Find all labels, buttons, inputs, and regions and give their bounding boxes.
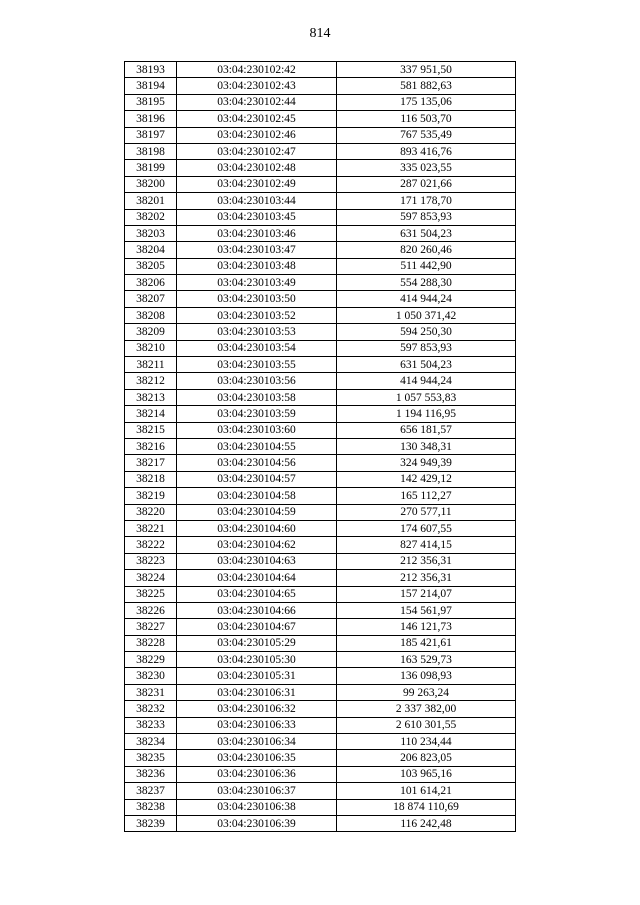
amount-cell: 116 242,48 [337,815,516,831]
cadastral-number-cell: 03:04:230106:31 [177,684,337,700]
cadastral-number-cell: 03:04:230104:60 [177,520,337,536]
cadastral-number-cell: 03:04:230104:65 [177,586,337,602]
table-row [125,340,516,356]
page-number: 814 [309,26,331,41]
table-row [125,766,516,782]
row-number-cell: 38239 [125,815,177,831]
amount-cell: 163 529,73 [337,652,516,668]
row-number-cell: 38221 [125,520,177,536]
cadastral-number-cell: 03:04:230103:44 [177,193,337,209]
table-row [125,291,516,307]
row-number-cell: 38203 [125,225,177,241]
amount-cell: 142 429,12 [337,471,516,487]
row-number-cell: 38223 [125,553,177,569]
cadastral-number-cell: 03:04:230103:45 [177,209,337,225]
amount-cell: 130 348,31 [337,438,516,454]
amount-cell: 581 882,63 [337,78,516,94]
row-number-cell: 38202 [125,209,177,225]
amount-cell: 103 965,16 [337,766,516,782]
row-number-cell: 38232 [125,701,177,717]
table-row [125,570,516,586]
cadastral-number-cell: 03:04:230102:48 [177,160,337,176]
table-row [125,815,516,831]
cadastral-number-cell: 03:04:230103:48 [177,258,337,274]
cadastral-number-cell: 03:04:230104:66 [177,602,337,618]
table-row [125,242,516,258]
amount-cell: 414 944,24 [337,291,516,307]
amount-cell: 1 194 116,95 [337,406,516,422]
row-number-cell: 38199 [125,160,177,176]
cadastral-number-cell: 03:04:230103:54 [177,340,337,356]
row-number-cell: 38200 [125,176,177,192]
row-number-cell: 38206 [125,275,177,291]
table-row [125,799,516,815]
amount-cell: 631 504,23 [337,357,516,373]
table-row [125,520,516,536]
cadastral-number-cell: 03:04:230102:42 [177,62,337,78]
amount-cell: 324 949,39 [337,455,516,471]
table-row [125,668,516,684]
cadastral-number-cell: 03:04:230102:44 [177,94,337,110]
table-row [125,422,516,438]
table-row [125,717,516,733]
table-row [125,488,516,504]
table-row [125,701,516,717]
cadastral-number-cell: 03:04:230104:63 [177,553,337,569]
cadastral-number-cell: 03:04:230106:37 [177,783,337,799]
table-row [125,176,516,192]
amount-cell: 511 442,90 [337,258,516,274]
row-number-cell: 38194 [125,78,177,94]
row-number-cell: 38214 [125,406,177,422]
table-row [125,537,516,553]
row-number-cell: 38216 [125,438,177,454]
row-number-cell: 38225 [125,586,177,602]
row-number-cell: 38196 [125,111,177,127]
row-number-cell: 38217 [125,455,177,471]
cadastral-number-cell: 03:04:230106:34 [177,734,337,750]
table-row [125,619,516,635]
table-row [125,652,516,668]
amount-cell: 893 416,76 [337,143,516,159]
amount-cell: 554 288,30 [337,275,516,291]
amount-cell: 185 421,61 [337,635,516,651]
table-row [125,357,516,373]
amount-cell: 206 823,05 [337,750,516,766]
amount-cell: 631 504,23 [337,225,516,241]
amount-cell: 212 356,31 [337,553,516,569]
amount-cell: 414 944,24 [337,373,516,389]
row-number-cell: 38204 [125,242,177,258]
row-number-cell: 38227 [125,619,177,635]
table-row [125,783,516,799]
table-row [125,324,516,340]
row-number-cell: 38237 [125,783,177,799]
cadastral-number-cell: 03:04:230105:31 [177,668,337,684]
table-row [125,406,516,422]
table-row [125,275,516,291]
amount-cell: 212 356,31 [337,570,516,586]
cadastral-number-cell: 03:04:230105:29 [177,635,337,651]
registry-table-body [125,62,516,832]
amount-cell: 1 050 371,42 [337,307,516,323]
cadastral-number-cell: 03:04:230102:49 [177,176,337,192]
row-number-cell: 38208 [125,307,177,323]
row-number-cell: 38193 [125,62,177,78]
table-row [125,127,516,143]
row-number-cell: 38229 [125,652,177,668]
amount-cell: 136 098,93 [337,668,516,684]
row-number-cell: 38195 [125,94,177,110]
cadastral-number-cell: 03:04:230103:52 [177,307,337,323]
cadastral-number-cell: 03:04:230104:67 [177,619,337,635]
cadastral-number-cell: 03:04:230104:59 [177,504,337,520]
row-number-cell: 38205 [125,258,177,274]
table-row [125,553,516,569]
amount-cell: 18 874 110,69 [337,799,516,815]
amount-cell: 827 414,15 [337,537,516,553]
row-number-cell: 38236 [125,766,177,782]
table-row [125,438,516,454]
table-row [125,455,516,471]
row-number-cell: 38201 [125,193,177,209]
table-row [125,635,516,651]
table-row [125,734,516,750]
table-row [125,258,516,274]
amount-cell: 174 607,55 [337,520,516,536]
cadastral-number-cell: 03:04:230102:47 [177,143,337,159]
table-row [125,373,516,389]
cadastral-number-cell: 03:04:230104:57 [177,471,337,487]
row-number-cell: 38235 [125,750,177,766]
cadastral-number-cell: 03:04:230103:46 [177,225,337,241]
amount-cell: 99 263,24 [337,684,516,700]
table-row [125,307,516,323]
row-number-cell: 38218 [125,471,177,487]
table-row [125,684,516,700]
table-row [125,193,516,209]
table-row [125,111,516,127]
amount-cell: 597 853,93 [337,340,516,356]
amount-cell: 171 178,70 [337,193,516,209]
amount-cell: 101 614,21 [337,783,516,799]
amount-cell: 597 853,93 [337,209,516,225]
amount-cell: 110 234,44 [337,734,516,750]
row-number-cell: 38207 [125,291,177,307]
amount-cell: 2 610 301,55 [337,717,516,733]
cadastral-number-cell: 03:04:230103:60 [177,422,337,438]
cadastral-number-cell: 03:04:230103:59 [177,406,337,422]
row-number-cell: 38198 [125,143,177,159]
table-row [125,586,516,602]
amount-cell: 1 057 553,83 [337,389,516,405]
cadastral-number-cell: 03:04:230103:56 [177,373,337,389]
table-row [125,750,516,766]
cadastral-number-cell: 03:04:230103:53 [177,324,337,340]
row-number-cell: 38219 [125,488,177,504]
row-number-cell: 38222 [125,537,177,553]
row-number-cell: 38209 [125,324,177,340]
amount-cell: 116 503,70 [337,111,516,127]
cadastral-number-cell: 03:04:230102:45 [177,111,337,127]
cadastral-number-cell: 03:04:230103:58 [177,389,337,405]
table-row [125,389,516,405]
cadastral-number-cell: 03:04:230105:30 [177,652,337,668]
cadastral-number-cell: 03:04:230104:56 [177,455,337,471]
row-number-cell: 38233 [125,717,177,733]
cadastral-number-cell: 03:04:230102:46 [177,127,337,143]
table-row [125,225,516,241]
amount-cell: 287 021,66 [337,176,516,192]
amount-cell: 154 561,97 [337,602,516,618]
cadastral-number-cell: 03:04:230106:35 [177,750,337,766]
table-row [125,143,516,159]
amount-cell: 767 535,49 [337,127,516,143]
amount-cell: 335 023,55 [337,160,516,176]
cadastral-number-cell: 03:04:230104:58 [177,488,337,504]
cadastral-number-cell: 03:04:230103:47 [177,242,337,258]
row-number-cell: 38220 [125,504,177,520]
table-row [125,504,516,520]
row-number-cell: 38230 [125,668,177,684]
amount-cell: 175 135,06 [337,94,516,110]
table-row [125,471,516,487]
row-number-cell: 38231 [125,684,177,700]
table-row [125,602,516,618]
cadastral-number-cell: 03:04:230104:55 [177,438,337,454]
cadastral-number-cell: 03:04:230103:49 [177,275,337,291]
amount-cell: 594 250,30 [337,324,516,340]
row-number-cell: 38228 [125,635,177,651]
amount-cell: 270 577,11 [337,504,516,520]
row-number-cell: 38238 [125,799,177,815]
cadastral-number-cell: 03:04:230103:50 [177,291,337,307]
table-row [125,94,516,110]
cadastral-number-cell: 03:04:230102:43 [177,78,337,94]
row-number-cell: 38210 [125,340,177,356]
cadastral-number-cell: 03:04:230104:64 [177,570,337,586]
cadastral-number-cell: 03:04:230106:39 [177,815,337,831]
amount-cell: 157 214,07 [337,586,516,602]
table-row [125,62,516,78]
cadastral-number-cell: 03:04:230106:36 [177,766,337,782]
row-number-cell: 38226 [125,602,177,618]
cadastral-number-cell: 03:04:230103:55 [177,357,337,373]
table-row [125,209,516,225]
row-number-cell: 38215 [125,422,177,438]
row-number-cell: 38234 [125,734,177,750]
registry-table [124,61,516,832]
cadastral-number-cell: 03:04:230106:33 [177,717,337,733]
amount-cell: 2 337 382,00 [337,701,516,717]
row-number-cell: 38211 [125,357,177,373]
amount-cell: 165 112,27 [337,488,516,504]
row-number-cell: 38213 [125,389,177,405]
cadastral-number-cell: 03:04:230106:38 [177,799,337,815]
row-number-cell: 38224 [125,570,177,586]
cadastral-number-cell: 03:04:230104:62 [177,537,337,553]
row-number-cell: 38197 [125,127,177,143]
row-number-cell: 38212 [125,373,177,389]
amount-cell: 656 181,57 [337,422,516,438]
table-row [125,160,516,176]
amount-cell: 820 260,46 [337,242,516,258]
table-row [125,78,516,94]
amount-cell: 146 121,73 [337,619,516,635]
cadastral-number-cell: 03:04:230106:32 [177,701,337,717]
amount-cell: 337 951,50 [337,62,516,78]
